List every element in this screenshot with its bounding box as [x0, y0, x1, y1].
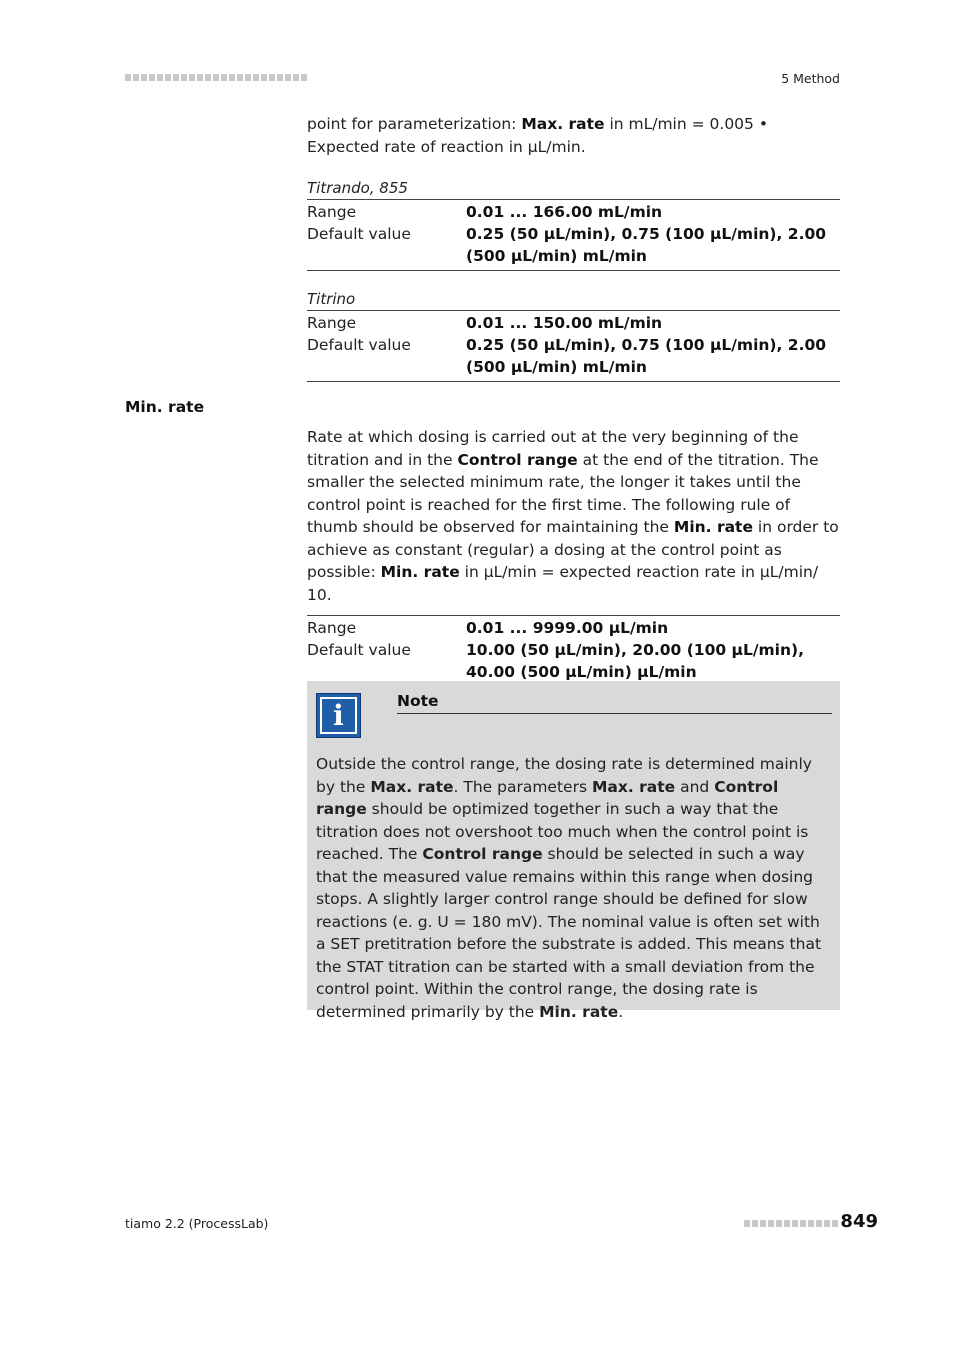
default-value: 10.00 (50 µL/min), 20.00 (100 µL/min), 40.00 (500 µL/min) µL/min [466, 641, 804, 681]
bold-term: Min. rate [673, 518, 753, 536]
range-label: Range [307, 314, 357, 332]
table-caption: Titrino [307, 290, 356, 308]
bold-term: Max. rate [370, 777, 454, 796]
note-box [307, 681, 840, 1021]
range-label: Range [307, 203, 357, 221]
info-icon-glyph: i [320, 697, 357, 734]
text-run: at the end of the titration. The smaller the selected minimum rate, the longer it takes until the control point is reached for the first time. The following rule of thumb should be observed for maintaining the [307, 450, 819, 536]
parameter-table [307, 615, 840, 687]
parameter-table [307, 310, 840, 382]
page-number: 849 [840, 1211, 878, 1232]
chapter-title: 5 Method [781, 71, 840, 86]
bold-term: Control range [316, 777, 779, 818]
text-run: . The parameters [453, 777, 592, 796]
text-run: in µL/min = expected reaction rate in µL/min/ 10. [307, 563, 819, 604]
bold-term: Min. rate [380, 563, 460, 581]
text-run: Rate at which dosing is carried out at the very beginning of the titration and in the [307, 428, 799, 469]
table-caption: Titrando, 855 [307, 179, 408, 197]
default-value: 0.25 (50 µL/min), 0.75 (100 µL/min), 2.00 (500 µL/min) mL/min [466, 225, 827, 265]
footer-product: tiamo 2.2 (ProcessLab) [125, 1216, 269, 1231]
range-value: 0.01 ... 150.00 mL/min [466, 314, 663, 332]
range-value: 0.01 ... 9999.00 µL/min [466, 619, 669, 637]
titrando-table-block [307, 177, 840, 271]
table-row [307, 334, 840, 378]
bold-term: Control range [457, 450, 578, 469]
header-decoration-dots [125, 74, 307, 81]
table-row [307, 223, 840, 267]
min-rate-description [307, 426, 840, 606]
table-row [307, 639, 840, 683]
bold-term: Max. rate [521, 115, 605, 133]
note-title: Note [397, 690, 832, 714]
footer-decoration-dots [744, 1220, 839, 1227]
text-run: point for parameterization: [307, 115, 522, 133]
text-run: should be optimized together in such a way that the titration does not overshoot too much when the control point is reached. The [316, 800, 809, 863]
bold-term: Min. rate [539, 1002, 619, 1021]
note-body [316, 753, 834, 1023]
bold-term: Control range [422, 845, 543, 863]
text-run: Outside the control range, the dosing rate is determined mainly by the [316, 755, 812, 796]
text-run: . [618, 1002, 624, 1021]
table-row [307, 201, 840, 223]
range-label: Range [307, 619, 357, 637]
text-run: and [675, 777, 715, 796]
intro-paragraph-block [307, 113, 840, 158]
info-icon [316, 693, 361, 738]
default-label: Default value [307, 641, 411, 659]
text-run: in mL/min = 0.005 • Expected rate of reaction in µL/min. [307, 115, 768, 156]
intro-paragraph [307, 113, 840, 158]
default-label: Default value [307, 225, 411, 243]
range-value: 0.01 ... 166.00 mL/min [466, 203, 663, 221]
text-run: should be selected in such a way that the measured value remains within this range when dosing stops. A slightly larger control range should be defined for slow reactions (e. g. U = 180 mV). The nominal value is often set with a SET pretitration before the substrate is added. This means that the STAT titration can be started with a small deviation from the control point. Within the control range, the dosing rate is determined primarily by the [316, 845, 822, 1021]
titrino-table-block [307, 288, 840, 382]
table-row [307, 617, 840, 639]
parameter-table [307, 199, 840, 271]
min-rate-block [307, 426, 840, 687]
bold-term: Max. rate [591, 777, 676, 796]
table-row [307, 312, 840, 334]
default-value: 0.25 (50 µL/min), 0.75 (100 µL/min), 2.00 (500 µL/min) mL/min [466, 336, 827, 376]
text-run: in order to achieve as constant (regular) a dosing at the control point as possible: [307, 518, 839, 581]
min-rate-heading: Min. rate [125, 398, 205, 416]
default-label: Default value [307, 336, 411, 354]
